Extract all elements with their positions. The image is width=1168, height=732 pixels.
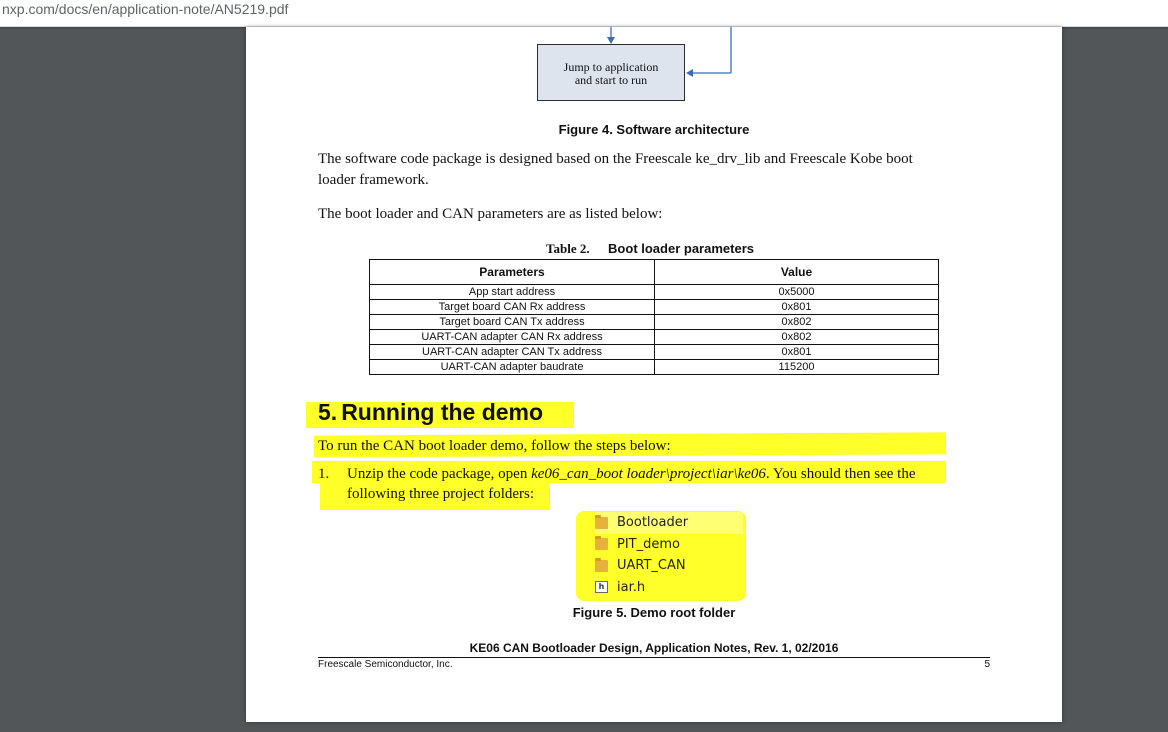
footer-divider [318, 657, 990, 658]
step1-line1-wrap [347, 464, 916, 484]
table-header-row [370, 260, 939, 285]
step1-line2: following three project folders: [347, 486, 535, 502]
paragraph-line2: loader framework. [318, 172, 429, 188]
figure5-caption: Figure 5. Demo root folder [572, 605, 736, 620]
table-cell-value: 115200 [655, 360, 939, 375]
browser-address-bar[interactable] [0, 0, 1168, 27]
table-row [370, 300, 939, 315]
step1-list-item [318, 464, 998, 504]
table-cell-parameter: Target board CAN Tx address [370, 315, 655, 330]
flow-box-line2: and start to run [574, 72, 648, 87]
pdf-page [246, 27, 1062, 722]
table2-title: Boot loader parameters [608, 241, 754, 256]
section-title: Running the demo [341, 399, 544, 425]
table-header-value: Value [655, 260, 939, 285]
table-cell-parameter: Target board CAN Rx address [370, 300, 655, 315]
step1-text-post: . You should then see the [765, 466, 916, 482]
table2-number: Table 2. [546, 241, 590, 256]
footer-document-title: KE06 CAN Bootloader Design, Application Notes, Rev. 1, 02/2016 [469, 641, 839, 655]
section5-heading [318, 399, 543, 426]
table-cell-parameter: UART-CAN adapter CAN Tx address [370, 345, 655, 360]
file-name: iar.h [617, 579, 646, 595]
paragraph-line1: The software code package is designed based on the Freescale ke_drv_lib and Freescale Kobe boot [318, 151, 913, 167]
table-cell-parameter: App start address [370, 285, 655, 300]
table-row [370, 360, 939, 375]
figure4-caption: Figure 4. Software architecture [558, 122, 750, 137]
flow-box-line1: Jump to application [563, 59, 659, 74]
folder-name: Bootloader [617, 515, 689, 531]
table2-caption [546, 240, 754, 258]
table-row [370, 285, 939, 300]
table-cell-value: 0x5000 [655, 285, 939, 300]
folder-icon [595, 560, 608, 572]
table-cell-value: 0x801 [655, 300, 939, 315]
arrow-down-head [607, 37, 615, 44]
folder-icon [595, 538, 608, 550]
section5-intro: To run the CAN boot loader demo, follow the steps below: [318, 438, 671, 454]
step1-text-pre: Unzip the code package, open [347, 466, 532, 482]
list-item [595, 555, 743, 577]
paragraph-parameters-intro: The boot loader and CAN parameters are as listed below: [318, 206, 663, 222]
folder-name: PIT_demo [617, 536, 680, 552]
section-number: 5. [318, 399, 338, 425]
footer-page-number: 5 [984, 659, 990, 670]
boot-loader-parameters-table [369, 259, 939, 375]
table-row [370, 330, 939, 345]
table-row [370, 315, 939, 330]
table-cell-parameter: UART-CAN adapter CAN Rx address [370, 330, 655, 345]
demo-root-folder-listing [595, 512, 743, 598]
header-file-icon: h [595, 581, 608, 593]
step1-number: 1. [318, 466, 330, 482]
folder-icon [595, 517, 608, 529]
arrow-left-head [686, 69, 693, 77]
paragraph-software-package [318, 149, 1018, 191]
table-cell-value: 0x802 [655, 315, 939, 330]
table-cell-value: 0x801 [655, 345, 939, 360]
url-text[interactable]: nxp.com/docs/en/application-note/AN5219.pdf [2, 1, 289, 17]
flowchart-box-jump-to-application [537, 44, 685, 101]
table-header-parameters: Parameters [370, 260, 655, 285]
step1-path: ke06_can_boot loader\project\iar\ke06 [531, 466, 766, 482]
table-cell-value: 0x802 [655, 330, 939, 345]
list-item [595, 534, 743, 556]
list-item [595, 512, 743, 534]
table-cell-parameter: UART-CAN adapter baudrate [370, 360, 655, 375]
list-item [595, 577, 743, 599]
footer-company: Freescale Semiconductor, Inc. [318, 659, 453, 670]
table-row [370, 345, 939, 360]
folder-name: UART_CAN [617, 558, 686, 574]
